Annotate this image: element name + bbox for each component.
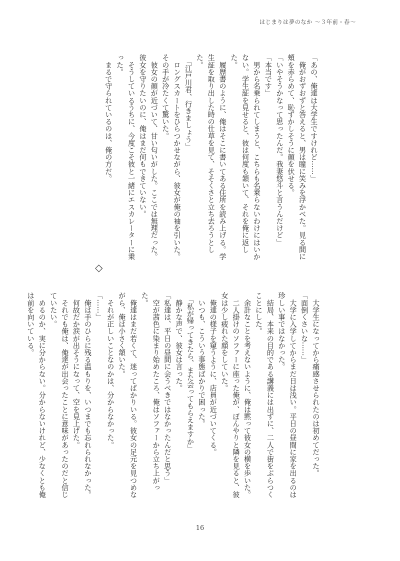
page-number: 16 bbox=[195, 524, 205, 532]
lower-text-block: 大学生になってから痛感させられたのは初めてだった。 「面倒くさいな……」 大学に入学してからまだ日は浅い。平日の昼間に家を出るのは珍しい事ではなかった。 結局、本来の目的である講義には出ずに、二人で街をぶらつくことにした。 余計なことを考えないように、俺は黙って彼女の横を歩いた。 二人掛けのソファーに座った俺が、ぼんやりと隣を見ると、彼女は少し疲れた顔をしていた。 俺達の様子を窺うように、店員が近づいてくる。 いつも、こういう事態ばかりで困った。 「私が帰ってきたら、また会ってもらえますか」 静かな声で、彼女は言った。 「私達は、平日の昼間に会うべきではなかったんだと思う」 空が茜色に染まり始めたころ、俺はソファーから立ち上がった。 俺達はまだ若くて、迷ってばかりいる。彼女の足元を見つめながら、俺は小さく頷いた。 それが正しいことなのかは、分からなかった。 「……」 俺は手のひらに残る温もりを、いつまでも忘れられなかった。 何故だか涙が出そうになって、空を見上げた。 それでも俺は、俺達が出会ったことに意味があったのだと信じていたい。 めるのか、実に分からない。分からないけれど、少なくとも俺は前を向いている。 bbox=[26, 292, 321, 498]
section-end-mark: ◇ bbox=[95, 263, 103, 274]
upper-text-block: 「あの、俺達は大学生ですけれど……」 俺がおずおずと答えると、男は瞳に笑みを浮かべた。見る間に頬を赤らめて、恥ずかしそうに顔を伏せる。 「いやそうかなって思ったんだ。我妻悠斗と言うんだけど」 「本当です」 男から名乗られてしまうと、こちらも名乗らないわけにはいかない。学生証を見せると、彼は何度も頷いて、それを俺に返した。 履歴書のように、俺はそこに書いてある住所を読み上げる。学生証を取り出した時の仕草を見て、そそくさと立ち去ろうとした。 「江戸川君、行きましょう」 ロングスカートをひらつかせながら、彼女が俺の袖を引いた。その手が冷たくて驚いた。 彼女の顔が近づいて、甘い匂いがした。ここでは無理だった。彼女を守りたいのに、俺はまだ何もできていない。 そうしているうちに、今度こそ彼と一緒にエスカレーターに乗った。 まるで守られているのは、俺の方だ。 bbox=[104, 54, 319, 260]
running-header: はじまりは夢のなか ～３年前・春～ bbox=[259, 20, 356, 26]
